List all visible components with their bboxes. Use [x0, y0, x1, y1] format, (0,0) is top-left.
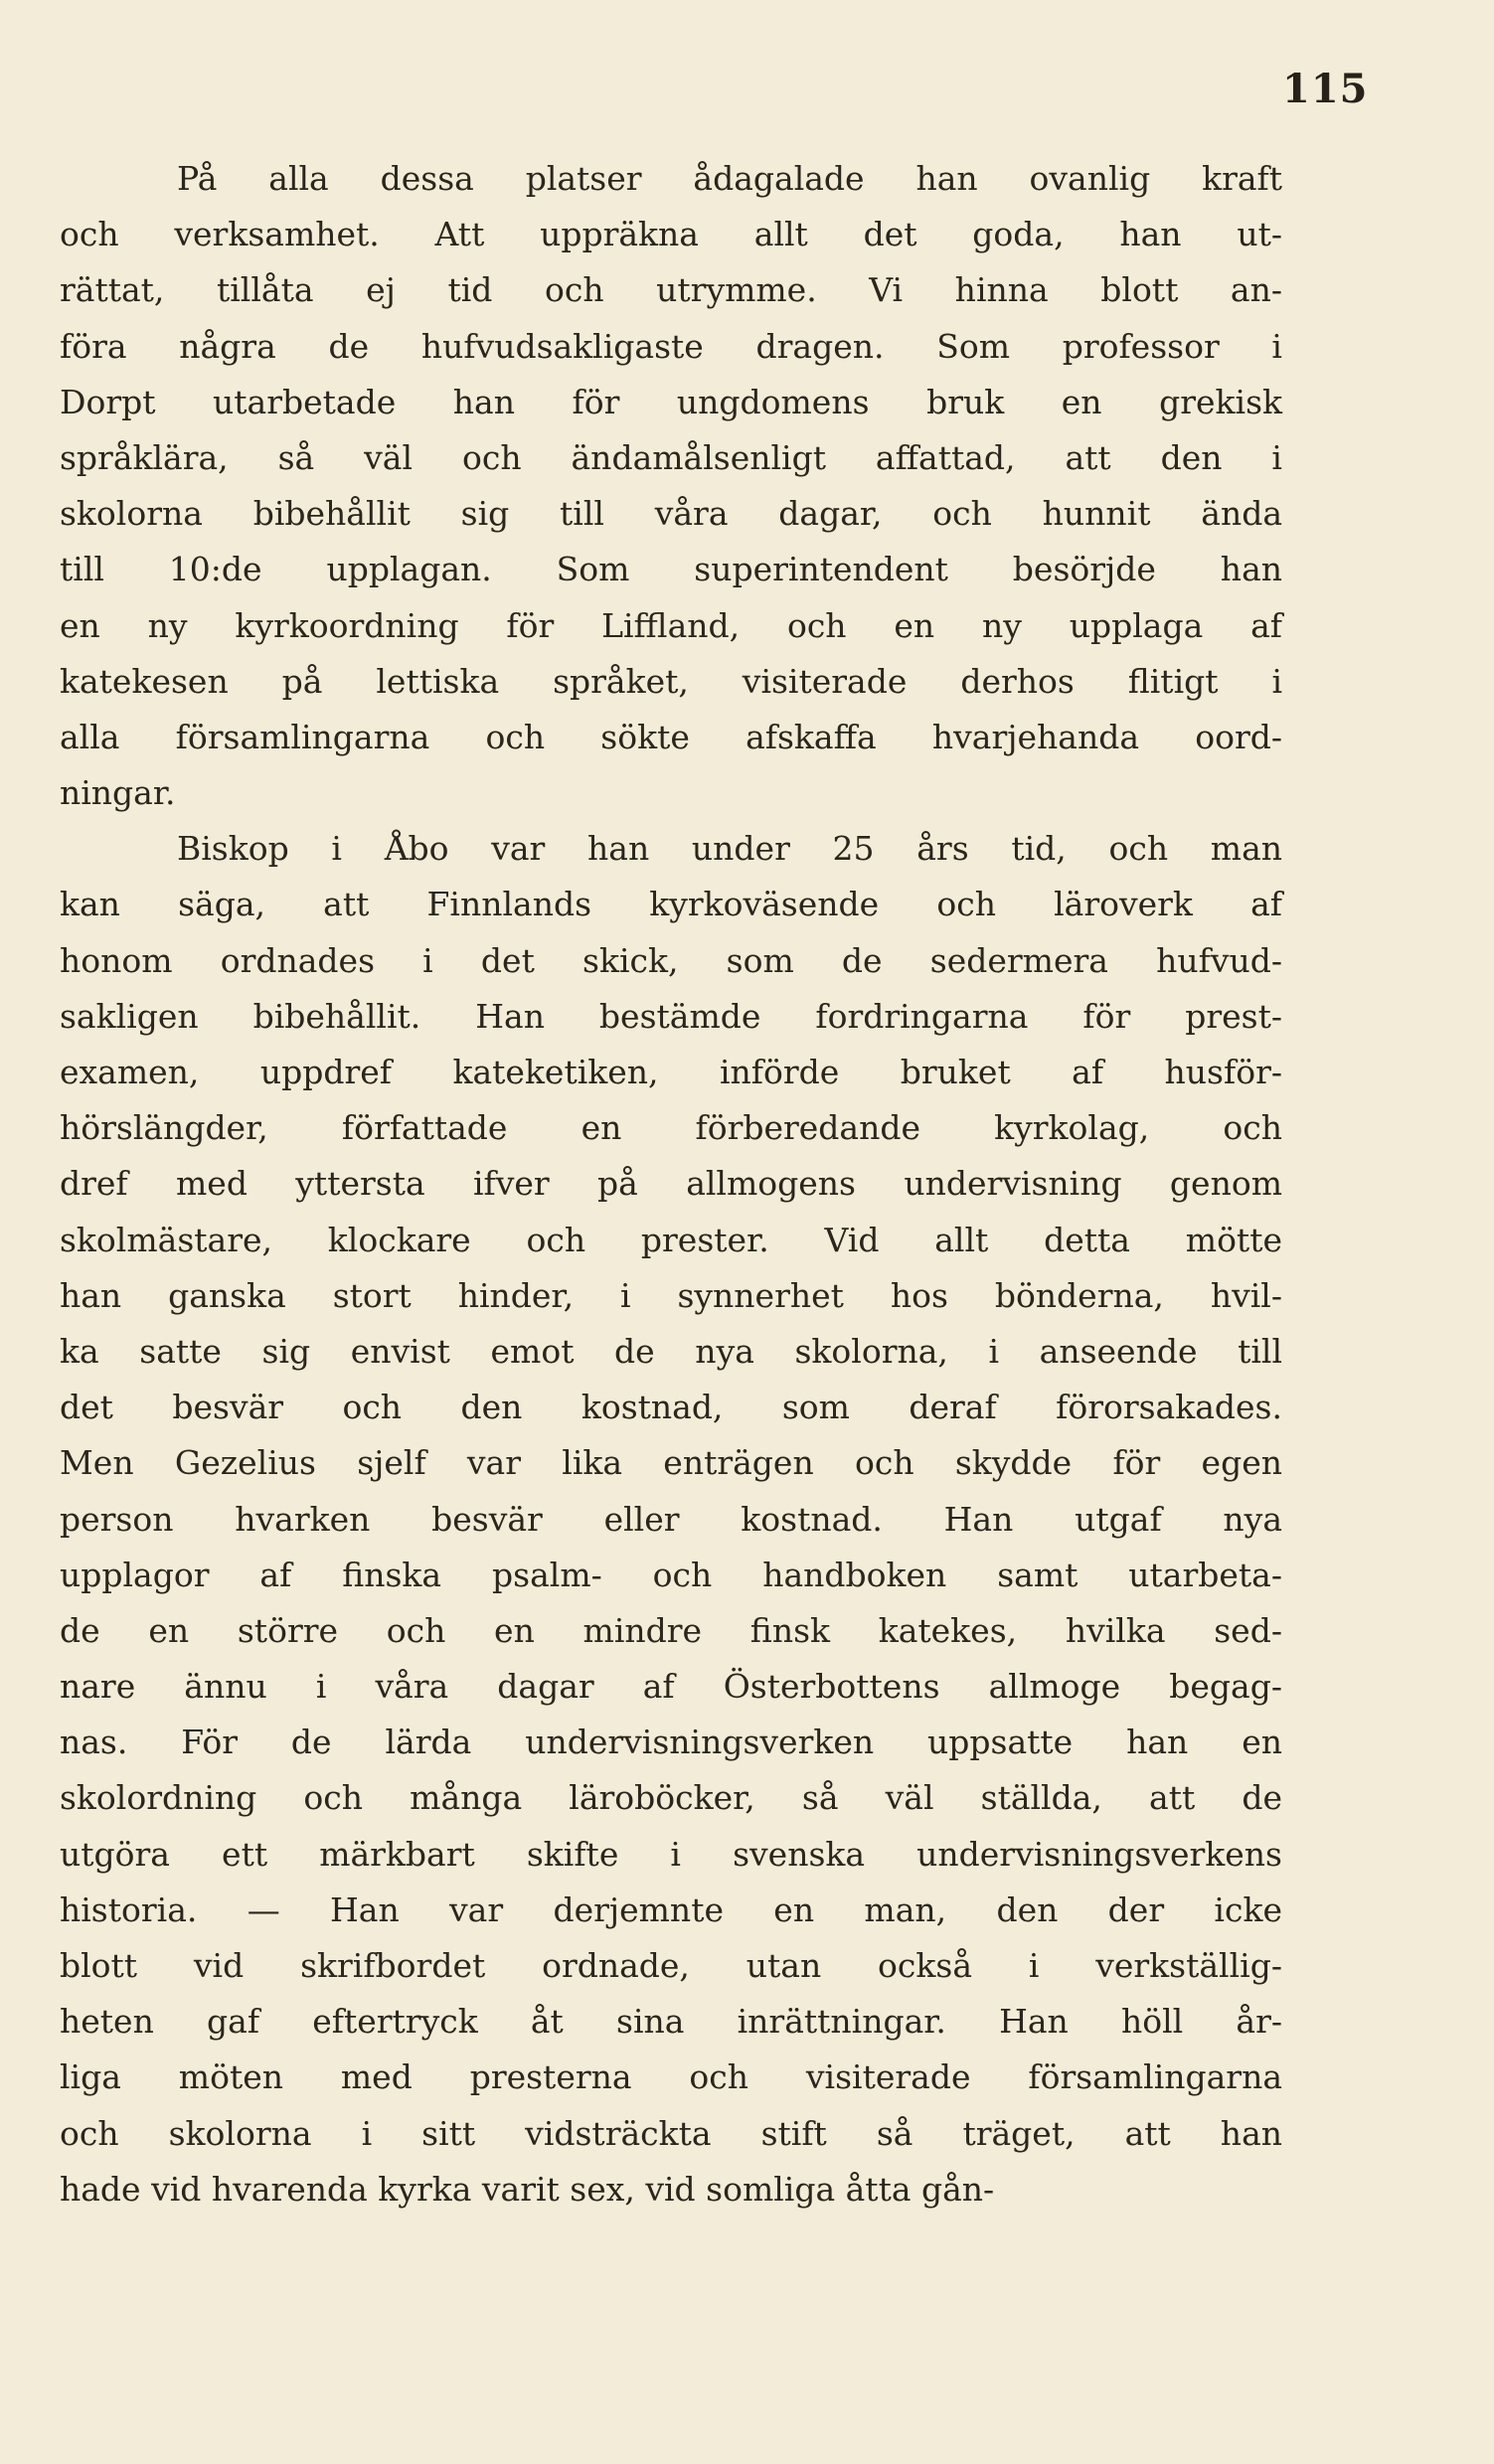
text-line: honom ordnades i det skick, som de sedermera hufvud-	[60, 940, 1282, 980]
text-line: dref med yttersta ifver på allmogens undervisning genom	[60, 1164, 1282, 1204]
text-line: På alla dessa platser ådagalade han ovanlig kraft	[177, 159, 1282, 198]
text-line: han ganska stort hinder, i synnerhet hos bönderna, hvil-	[60, 1275, 1282, 1315]
text-line: språklära, så väl och ändamålsenligt affattad, att den i	[60, 437, 1282, 477]
text-line: hade vid hvarenda kyrka varit sex, vid somliga åtta gån-	[60, 2169, 995, 2209]
text-line: en ny kyrkoordning för Liffland, och en ny upplaga af	[60, 605, 1282, 645]
text-line: Biskop i Åbo var han under 25 års tid, och man	[177, 829, 1282, 869]
text-line: alla församlingarna och sökte afskaffa hvarjehanda oord-	[60, 717, 1282, 756]
text-line: skolorna bibehållit sig till våra dagar, och hunnit ända	[60, 494, 1282, 534]
text-line: sakligen bibehållit. Han bestämde fordringarna för prest-	[60, 996, 1282, 1036]
text-line: föra några de hufvudsakligaste dragen. Som professor i	[60, 326, 1282, 366]
text-line: nare ännu i våra dagar af Österbottens allmoge begag-	[60, 1667, 1282, 1707]
text-line: blott vid skrifbordet ordnade, utan också i verkställig-	[60, 1946, 1282, 1985]
text-line: heten gaf eftertryck åt sina inrättningar. Han höll år-	[60, 2002, 1282, 2042]
text-line: person hvarken besvär eller kostnad. Han utgaf nya	[60, 1499, 1282, 1539]
text-line: Men Gezelius sjelf var lika enträgen och skydde för egen	[60, 1443, 1282, 1483]
text-line: historia. — Han var derjemnte en man, den der icke	[60, 1889, 1282, 1929]
text-line: ningar.	[60, 773, 176, 813]
text-line: kan säga, att Finnlands kyrkoväsende och läroverk af	[60, 885, 1282, 924]
text-line: utgöra ett märkbart skifte i svenska undervisningsverkens	[60, 1834, 1282, 1874]
text-line: det besvär och den kostnad, som deraf förorsakades.	[60, 1388, 1282, 1427]
text-line: och skolorna i sitt vidsträckta stift så träget, att han	[60, 2113, 1282, 2153]
text-line: skolmästare, klockare och prester. Vid allt detta mötte	[60, 1220, 1282, 1259]
text-line: Dorpt utarbetade han för ungdomens bruk en grekisk	[60, 382, 1282, 421]
text-line: katekesen på lettiska språket, visiterade derhos flitigt i	[60, 661, 1282, 701]
text-line: liga möten med presterna och visiterade församlingarna	[60, 2057, 1282, 2097]
text-line: upplagor af finska psalm- och handboken samt utarbeta-	[60, 1555, 1282, 1594]
text-line: och verksamhet. Att uppräkna allt det goda, han ut-	[60, 215, 1282, 254]
text-line: examen, uppdref kateketiken, införde bruket af husför-	[60, 1053, 1282, 1091]
text-line: rättat, tillåta ej tid och utrymme. Vi hinna blott an-	[60, 270, 1282, 310]
text-line: de en större och en mindre finsk katekes, hvilka sed-	[60, 1610, 1282, 1650]
page-number: 115	[1282, 66, 1369, 112]
text-line: ka satte sig envist emot de nya skolorna, i anseende till	[60, 1331, 1282, 1371]
text-line: till 10:de upplagan. Som superintendent besörjde han	[60, 550, 1282, 589]
text-line: skolordning och många läroböcker, så väl ställda, att de	[60, 1778, 1282, 1818]
body-text	[60, 151, 1282, 2218]
text-line: nas. För de lärda undervisningsverken uppsatte han en	[60, 1723, 1282, 1762]
text-line: hörslängder, författade en förberedande kyrkolag, och	[60, 1108, 1282, 1148]
